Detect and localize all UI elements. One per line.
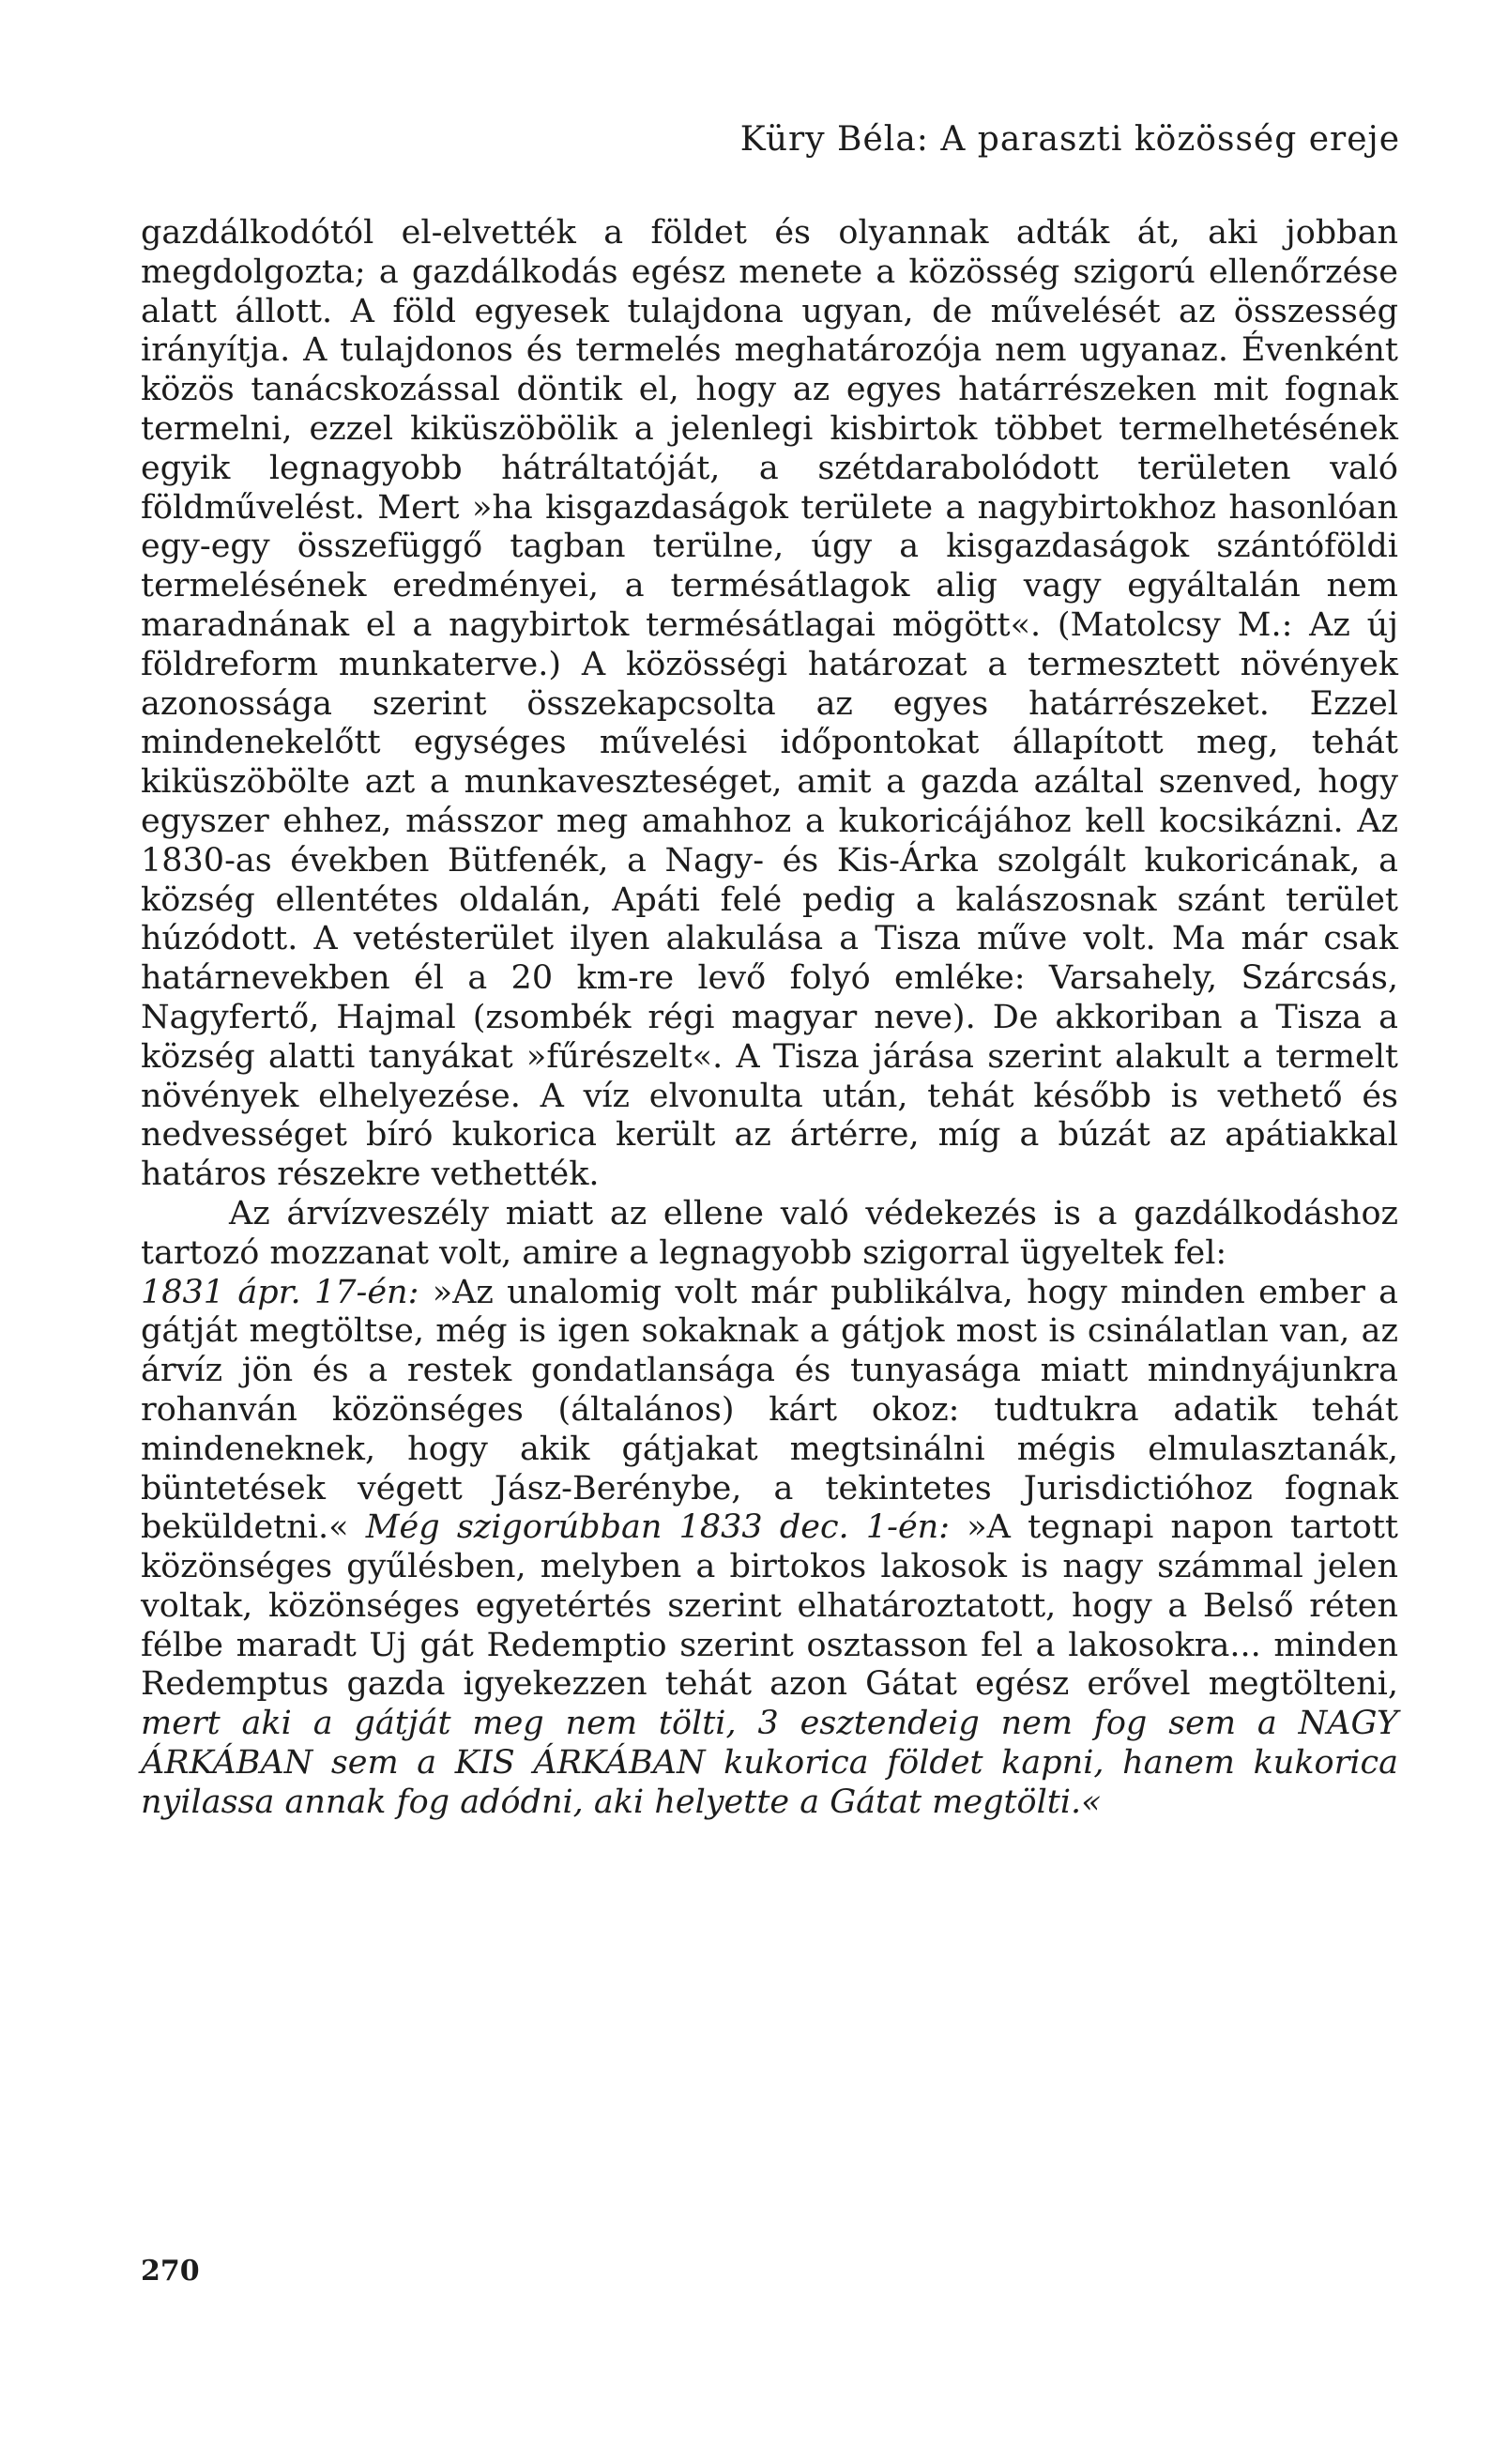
body-text	[141, 214, 1398, 1823]
page-number: 270	[141, 2255, 200, 2288]
paragraph-farming-community: gazdálkodótól el-elvették a földet és olyannak adták át, aki jobban megdolgozta; a gazdálkodás egész menete a közösség szigorú ellenőrzése alatt állott. A föld egyesek tulajdona ugyan, de művelését az összesség irányítja. A tulajdonos és termelés meghatározója nem ugyanaz. Évenként közös tanácskozással döntik el, hogy az egyes határrészeken mit fognak termelni, ezzel kiküszöbölik a jelenlegi kisbirtok többet termelhetésének egyik legnagyobb hátráltatóját, a szétdarabolódott területen való földművelést. Mert »ha kisgazdaságok területe a nagybirtokhoz hasonlóan egy-egy összefüggő tagban terülne, úgy a kisgazdaságok szántóföldi termelésének eredményei, a termésátlagok alig vagy egyáltalán nem maradnának el a nagybirtok termésátlagai mögött«. (Matolcsy M.: Az új földreform munkaterve.) A közösségi határozat a termesztett növények azonossága szerint összekapcsolta az egyes határrészeket. Ezzel mindenekelőtt egységes művelési időpontokat állapított meg, tehát kiküszöbölte azt a munkaveszteséget, amit a gazda azáltal szenved, hogy egyszer ehhez, másszor meg amahhoz a kukoricájához kell kocsikázni. Az 1830-as években Bütfenék, a Nagy- és Kis-Árka szolgált kukoricának, a község ellentétes oldalán, Apáti felé pedig a kalászosnak szánt terület húzódott. A vetésterület ilyen alakulása a Tisza műve volt. Ma már csak határnevekben él a 20 km-re levő folyó emléke: Varsahely, Szárcsás, Nagyfertő, Hajmal (zsombék régi magyar neve). De akkoriban a Tisza a község alatti tanyákat »fűrészelt«. A Tisza járása szerint alakult a termelt növények elhelyezése. A víz elvonulta után, tehát később is vethető és nedvességet bíró kukorica került az ártérre, míg a búzát az apátiakkal határos részekre vethették.	[141, 214, 1398, 1194]
quote-2-text: »A tegnapi napon tartott közönséges gyűlésben, melyben a birtokos lakosok is nagy számmal jelen voltak, közönséges egyetértés szerint elhatároztatott, hogy a Belső réten félbe maradt Uj gát Redemptio szerint osztasson fel a lakosokra... minden Redemptus gazda igyekezzen tehát azon Gátat egész erővel megtölteni,	[141, 1508, 1398, 1704]
paragraph-flood-defense	[141, 1195, 1398, 1823]
running-head: Küry Béla: A paraszti közösség ereje	[739, 120, 1400, 159]
flood-defense-intro: Az árvízveszély miatt az ellene való védekezés is a gazdálkodáshoz tartozó mozzanat volt, amire a legnagyobb szigorral ügyeltek fel:	[141, 1194, 1398, 1272]
quote-1-date: 1831 ápr. 17-én:	[141, 1273, 419, 1311]
quote-1-text: »Az unalomig volt már publikálva, hogy minden ember a gátját megtöltse, még is igen sokaknak a gátjok most is csinálatlan van, az árvíz jön és a restek gondatlansága és tunyasága miatt mindnyájunkra rohanván közönséges (általános) kárt okoz: tudtukra adatik tehát mindeneknek, hogy akik gátjakat megtsinálni mégis elmulasztanák, büntetések végett Jász-Berénybe, a tekintetes Jurisdictióhoz fognak beküldetni.«	[141, 1273, 1398, 1547]
quote-2-intro: Még szigorúbban 1833 dec. 1-én:	[365, 1508, 951, 1547]
quote-2-emphasis: mert aki a gátját meg nem tölti, 3 esztendeig nem fog sem a NAGY ÁRKÁBAN sem a KIS ÁRKÁBAN kukorica földet kapni, hanem kukorica nyilassa annak fog adódni, aki helyette a Gátat megtölti.«	[141, 1705, 1398, 1821]
